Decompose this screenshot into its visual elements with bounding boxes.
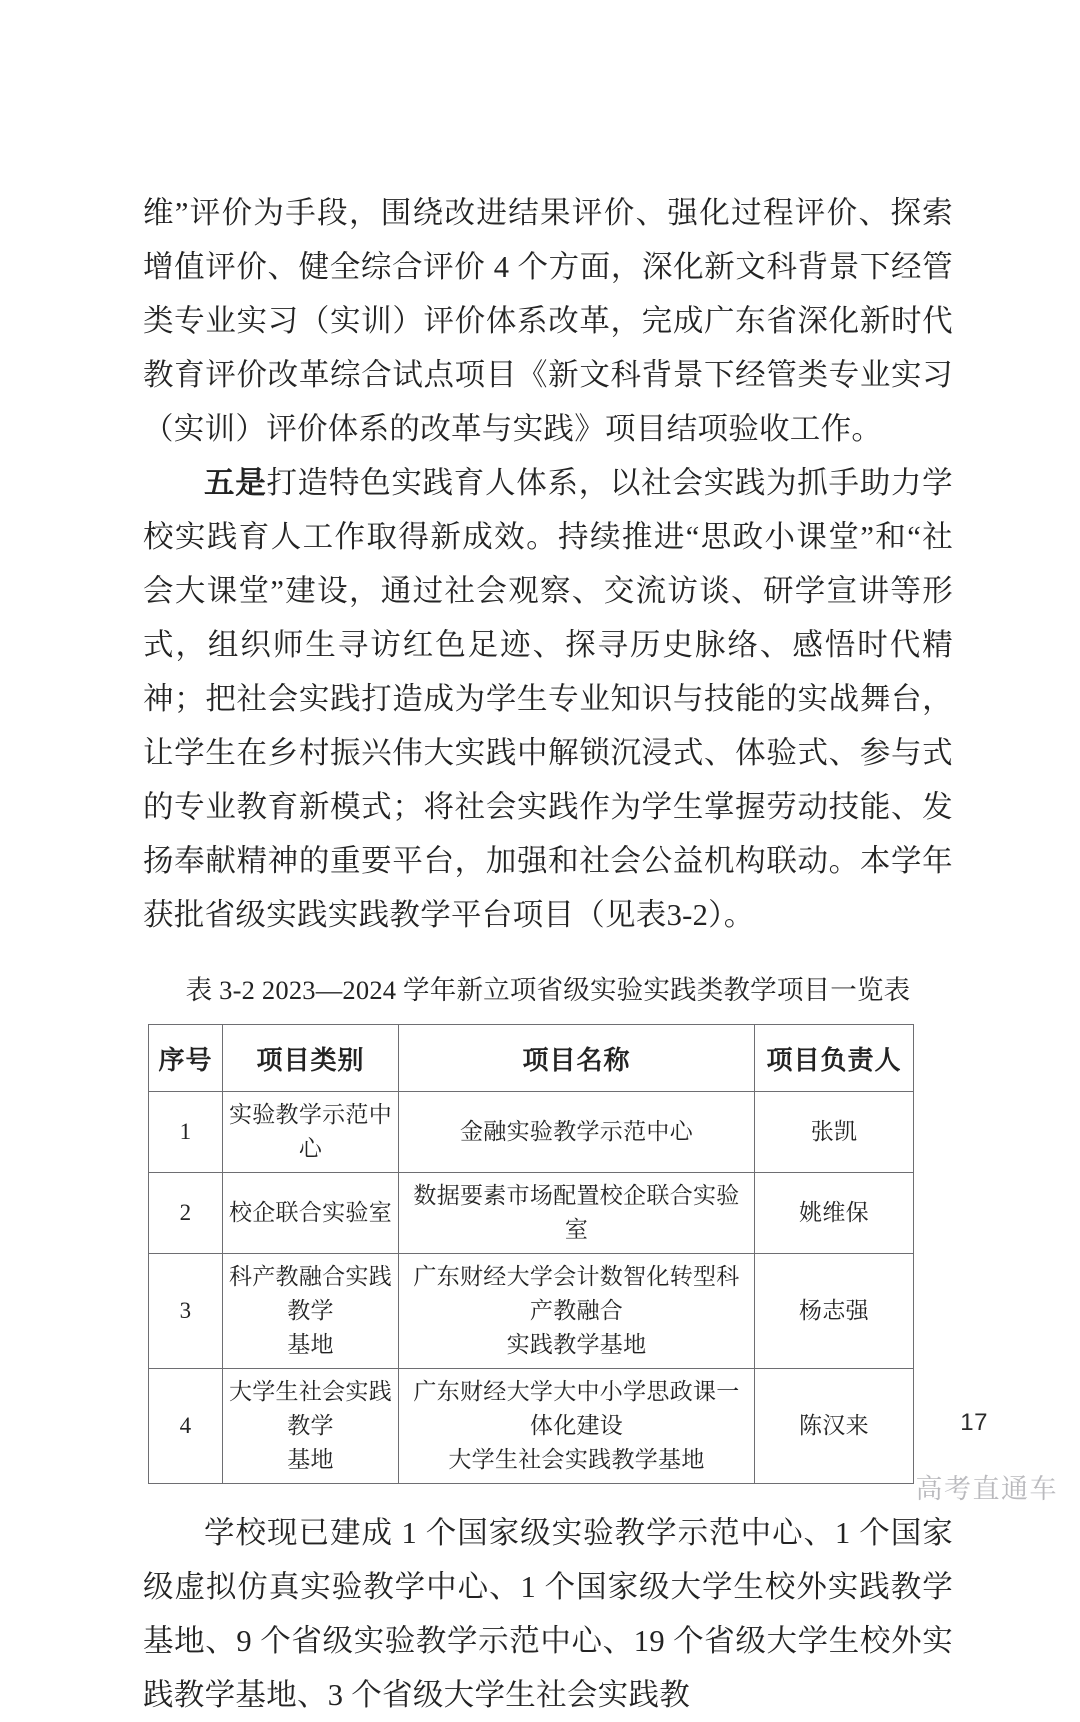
- paragraph-achievements: 学校现已建成 1 个国家级实验教学示范中心、1 个国家级虚拟仿真实验教学中心、1 个国家级大学生校外实践教学基地、9 个省级实验教学示范中心、19 个省级大学生校外实践教学基地、3 个省级大学生社会实践教: [143, 1516, 953, 1712]
- cell-category-line1: 科产教融合实践教学: [228, 1264, 393, 1323]
- table-row: [149, 1092, 914, 1173]
- paragraph-lead-label: 五是: [204, 466, 267, 500]
- cell-owner: 姚维保: [755, 1173, 914, 1254]
- column-header-category: 项目类别: [223, 1025, 399, 1092]
- cell-name: [399, 1173, 755, 1254]
- cell-category-line1: 实验教学示范中心: [228, 1102, 393, 1161]
- column-header-no: 序号: [149, 1025, 223, 1092]
- table-row: [149, 1369, 914, 1484]
- cell-category-line2: 基地: [287, 1447, 334, 1472]
- cell-no: 1: [149, 1092, 223, 1173]
- cell-category: [223, 1254, 399, 1369]
- cell-name-line2: 大学生社会实践教学基地: [448, 1447, 705, 1472]
- cell-category: [223, 1173, 399, 1254]
- paragraph-continuation: 维”评价为手段，围绕改进结果评价、强化过程评价、探索增值评价、健全综合评价 4 个方面，深化新文科背景下经管类专业实习（实训）评价体系改革，完成广东省深化新时代教育评价改革综合试点项目《新文科背景下经管类专业实习（实训）评价体系的改革与实践》项目结项验收工作。: [143, 196, 953, 446]
- table-row: [149, 1254, 914, 1369]
- cell-name: [399, 1369, 755, 1484]
- cell-category-line2: 基地: [287, 1332, 334, 1357]
- page-content: [143, 186, 953, 1722]
- cell-owner: 陈汉来: [755, 1369, 914, 1484]
- cell-name-line2: 实践教学基地: [506, 1332, 647, 1357]
- table-container: [143, 1024, 953, 1484]
- column-header-name: 项目名称: [399, 1025, 755, 1092]
- table-caption: 表 3-2 2023—2024 学年新立项省级实验实践类教学项目一览表: [185, 975, 911, 1005]
- cell-name: [399, 1254, 755, 1369]
- table-row: [149, 1173, 914, 1254]
- cell-no: 3: [149, 1254, 223, 1369]
- cell-owner: 杨志强: [755, 1254, 914, 1369]
- cell-category-line1: 校企联合实验室: [228, 1200, 393, 1225]
- column-header-owner: 项目负责人: [755, 1025, 914, 1092]
- cell-category: [223, 1092, 399, 1173]
- paragraph-five-is: [143, 456, 953, 942]
- cell-category-line1: 大学生社会实践教学: [228, 1379, 393, 1438]
- paragraph-five-is-text: 打造特色实践育人体系，以社会实践为抓手助力学校实践育人工作取得新成效。持续推进“思政小课堂”和“社会大课堂”建设，通过社会观察、交流访谈、研学宣讲等形式，组织师生寻访红色足迹、探寻历史脉络、感悟时代精神；把社会实践打造成为学生专业知识与技能的实战舞台，让学生在乡村振兴伟大实践中解锁沉浸式、体验式、参与式的专业教育新模式；将社会实践作为学生掌握劳动技能、发扬奉献精神的重要平台，加强和社会公益机构联动。本学年获批省级实践实践教学平台项目（见表3-2）。: [143, 466, 953, 932]
- watermark: 高考直通车: [915, 1474, 1058, 1504]
- table-header-row: [149, 1025, 914, 1092]
- cell-name-line1: 广东财经大学会计数智化转型科产教融合: [413, 1264, 740, 1323]
- cell-name-line1: 数据要素市场配置校企联合实验室: [413, 1183, 740, 1242]
- cell-no: 2: [149, 1173, 223, 1254]
- cell-name: [399, 1092, 755, 1173]
- cell-owner: 张凯: [755, 1092, 914, 1173]
- provincial-projects-table: [148, 1024, 914, 1484]
- cell-name-line1: 金融实验教学示范中心: [460, 1119, 693, 1144]
- cell-name-line1: 广东财经大学大中小学思政课一体化建设: [413, 1379, 740, 1438]
- page-number: 17: [960, 1409, 988, 1436]
- cell-no: 4: [149, 1369, 223, 1484]
- cell-category: [223, 1369, 399, 1484]
